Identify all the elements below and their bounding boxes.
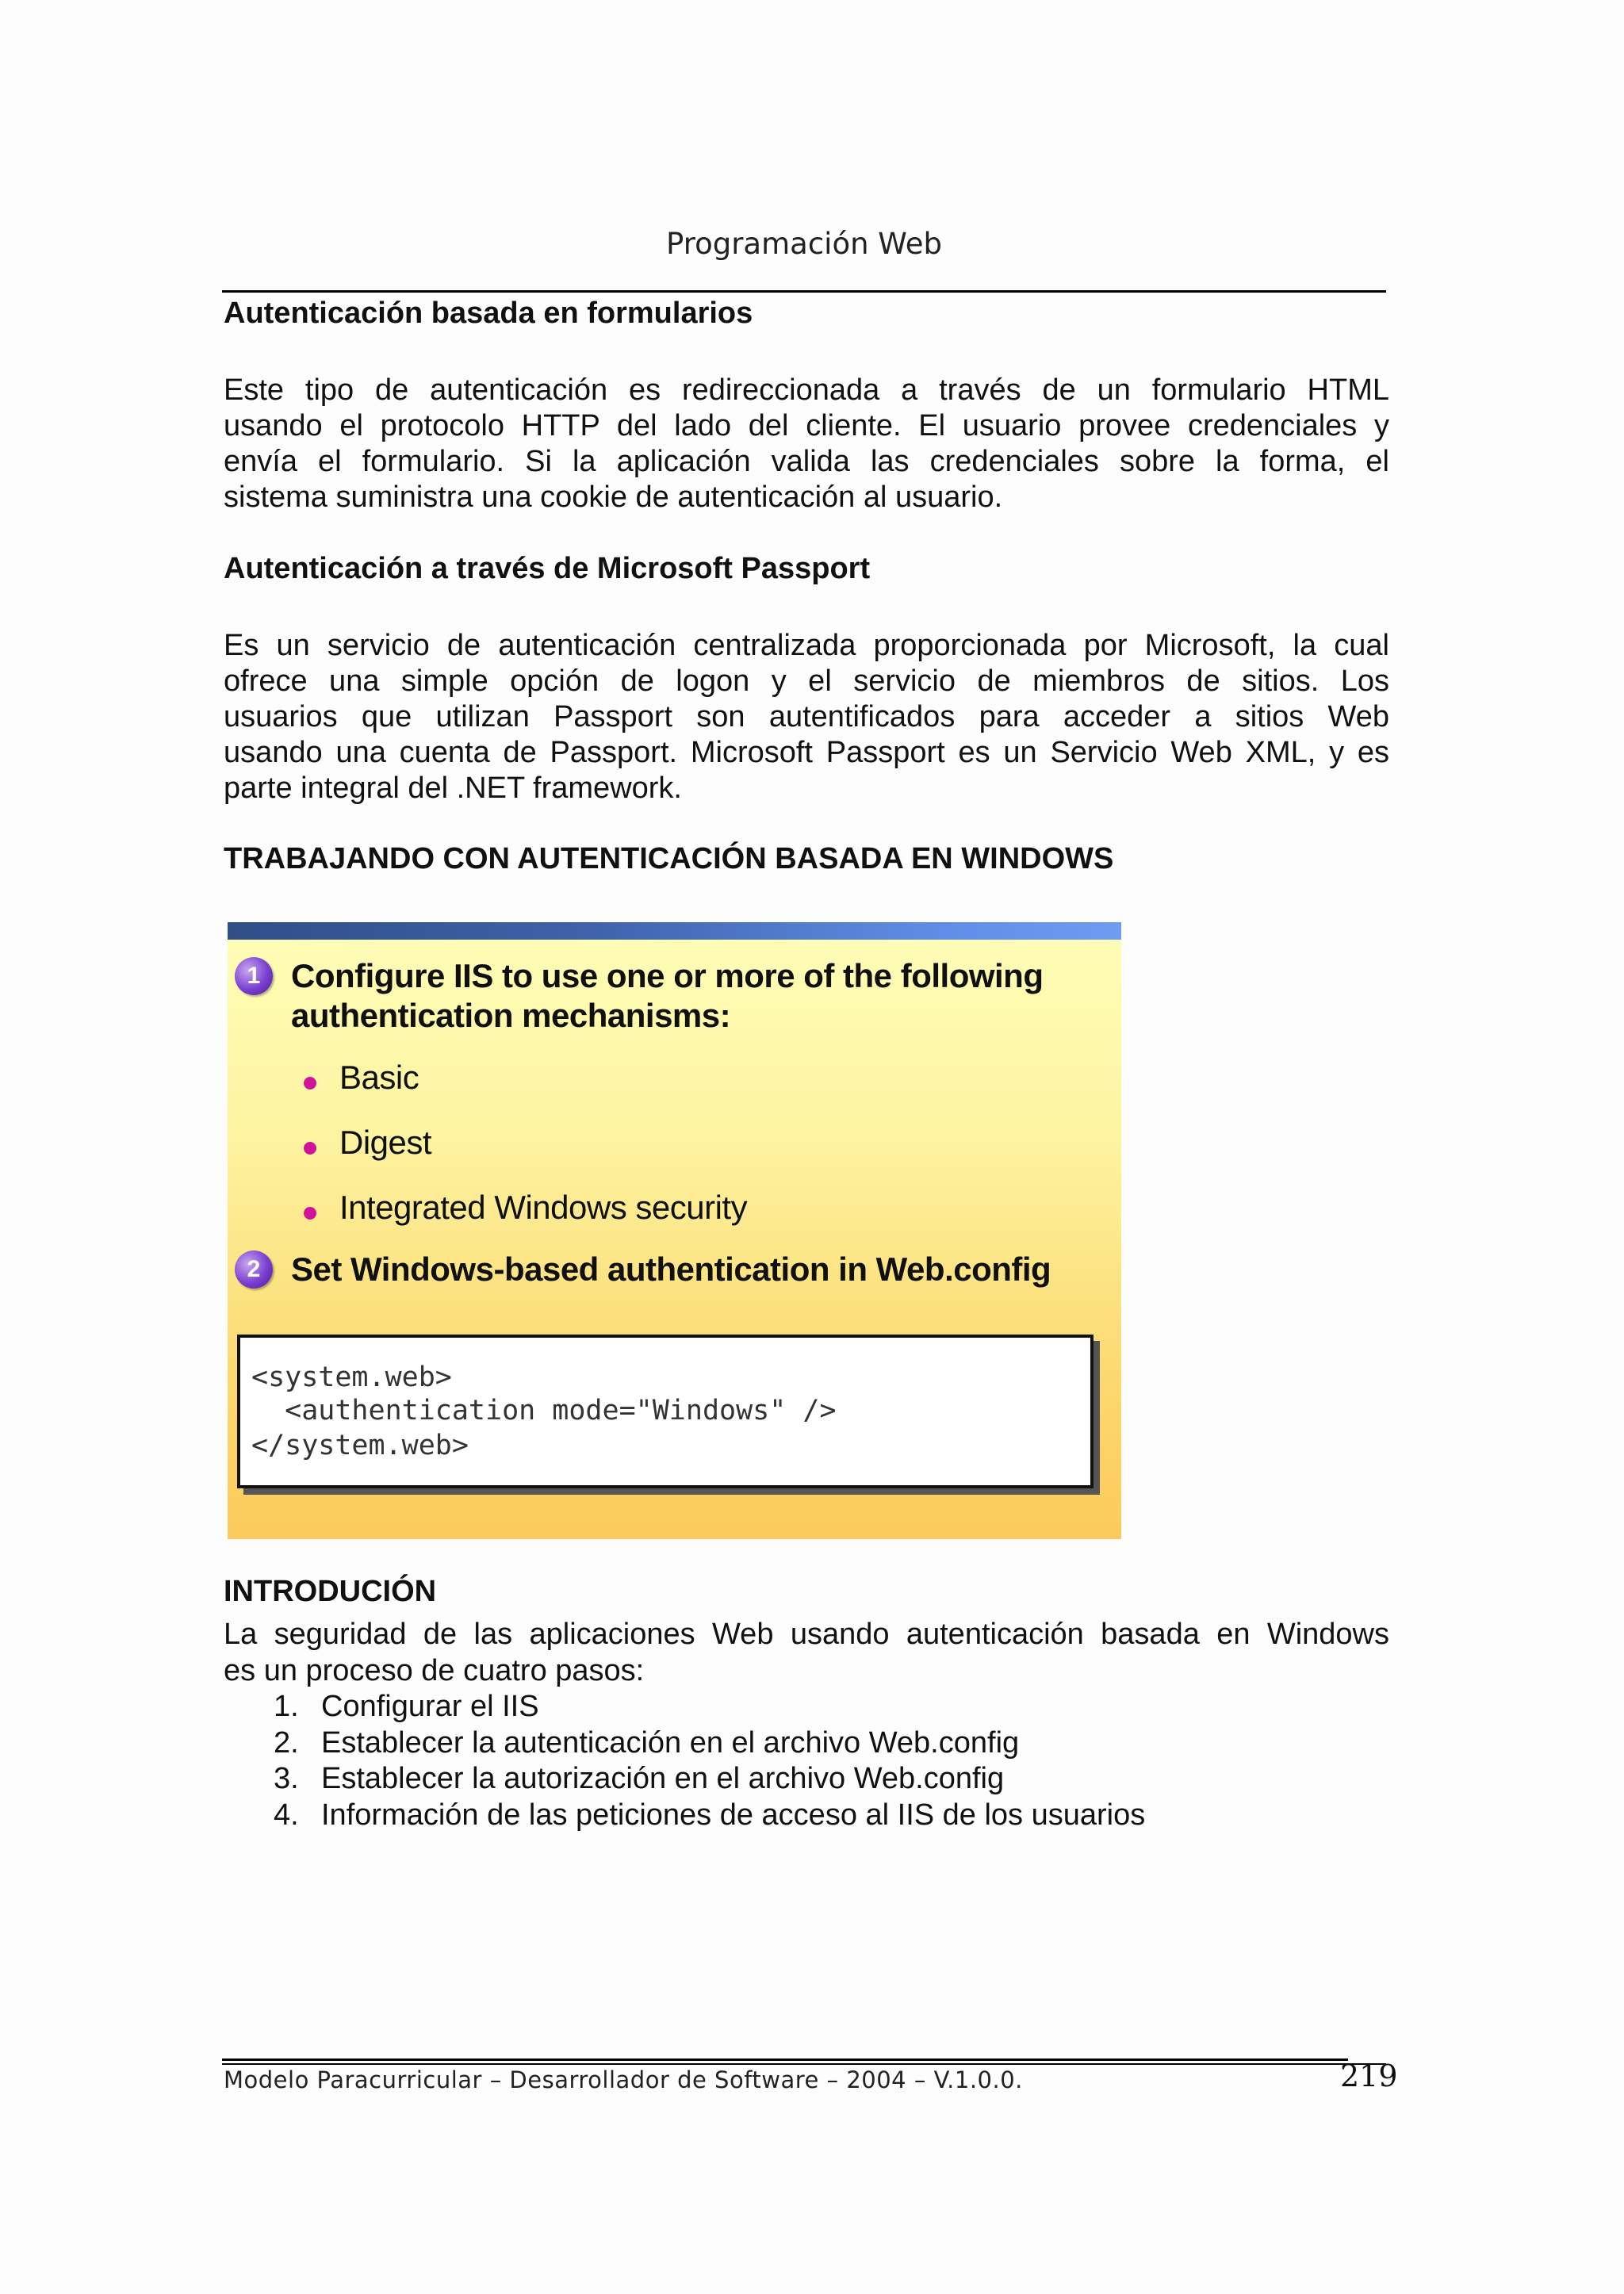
bullet-icon [304,1207,316,1220]
list-item [274,1761,1145,1798]
step-1-line-2: authentication mechanisms: [291,997,731,1034]
paragraph-line: usando una cuenta de Passport. Microsoft Passport es un Servicio Web XML, y es [224,736,1389,769]
list-text: Establecer la autorización en el archivo Web.config [321,1762,1005,1795]
footer-rule-thin [222,2063,1386,2065]
slide-title-bar [228,922,1121,940]
step-1-badge-icon: 1 [235,957,273,995]
list-number: 1. [274,1690,299,1723]
passport-auth-paragraph [224,628,1389,806]
forms-auth-paragraph [224,373,1389,515]
forms-auth-heading: Autenticación basada en formularios [224,297,753,330]
paragraph-line: envía el formulario. Si la aplicación valida las credenciales sobre la forma, el [224,445,1389,478]
list-item [274,1689,1145,1725]
list-text: Configurar el IIS [321,1690,539,1723]
intro-steps-list [274,1689,1145,1833]
footer-rule [222,2058,1348,2061]
bullet-icon [304,1077,316,1090]
intro-heading: INTRODUCIÓN [224,1575,437,1608]
list-item [274,1798,1145,1834]
code-line: <authentication mode="Windows" /> [251,1395,837,1427]
paragraph-line: sistema suministra una cookie de autenticación al usuario. [224,481,1003,514]
paragraph-line: usando el protocolo HTTP del lado del cliente. El usuario provee credenciales y [224,409,1389,442]
paragraph-line: usuarios que utilizan Passport son autentificados para acceder a sitios Web [224,700,1389,733]
bullet-icon [304,1142,316,1155]
bullet-basic: Basic [339,1059,419,1096]
step-2-text: Set Windows-based authentication in Web.config [291,1250,1051,1288]
list-number: 3. [274,1762,299,1795]
windows-auth-heading: TRABAJANDO CON AUTENTICACIÓN BASADA EN WINDOWS [224,842,1114,875]
list-text: Información de las peticiones de acceso al IIS de los usuarios [321,1798,1146,1832]
paragraph-line: es un proceso de cuatro pasos: [224,1654,645,1687]
paragraph-line: parte integral del .NET framework. [224,772,682,805]
list-number: 4. [274,1798,299,1832]
page-number: 219 [1340,2058,1398,2093]
paragraph-line: La seguridad de las aplicaciones Web usando autenticación basada en Windows [224,1618,1389,1651]
step-2-badge-icon: 2 [235,1250,273,1289]
paragraph-line: Es un servicio de autenticación centralizada proporcionada por Microsoft, la cual [224,629,1389,662]
header-rule [222,290,1386,293]
list-text: Establecer la autenticación en el archivo Web.config [321,1725,1020,1760]
list-number: 2. [274,1725,299,1760]
code-line: </system.web> [251,1430,469,1461]
list-item [274,1725,1145,1762]
page-header-title: Programación Web [666,227,942,261]
intro-paragraph [224,1616,1389,1689]
passport-auth-heading: Autenticación a través de Microsoft Passport [224,552,871,585]
step-1-line-1: Configure IIS to use one or more of the following [291,957,1044,994]
bullet-digest: Digest [339,1124,432,1161]
code-line: <system.web> [251,1361,452,1393]
paragraph-line: Este tipo de autenticación es redireccionada a través de un formulario HTML [224,373,1389,407]
paragraph-line: ofrece una simple opción de logon y el servicio de miembros de sitios. Los [224,664,1389,698]
footer-text: Modelo Paracurricular – Desarrollador de Software – 2004 – V.1.0.0. [224,2066,1023,2093]
bullet-integrated-windows: Integrated Windows security [339,1189,748,1226]
code-box [237,1335,1094,1488]
windows-auth-slide [228,922,1121,1539]
